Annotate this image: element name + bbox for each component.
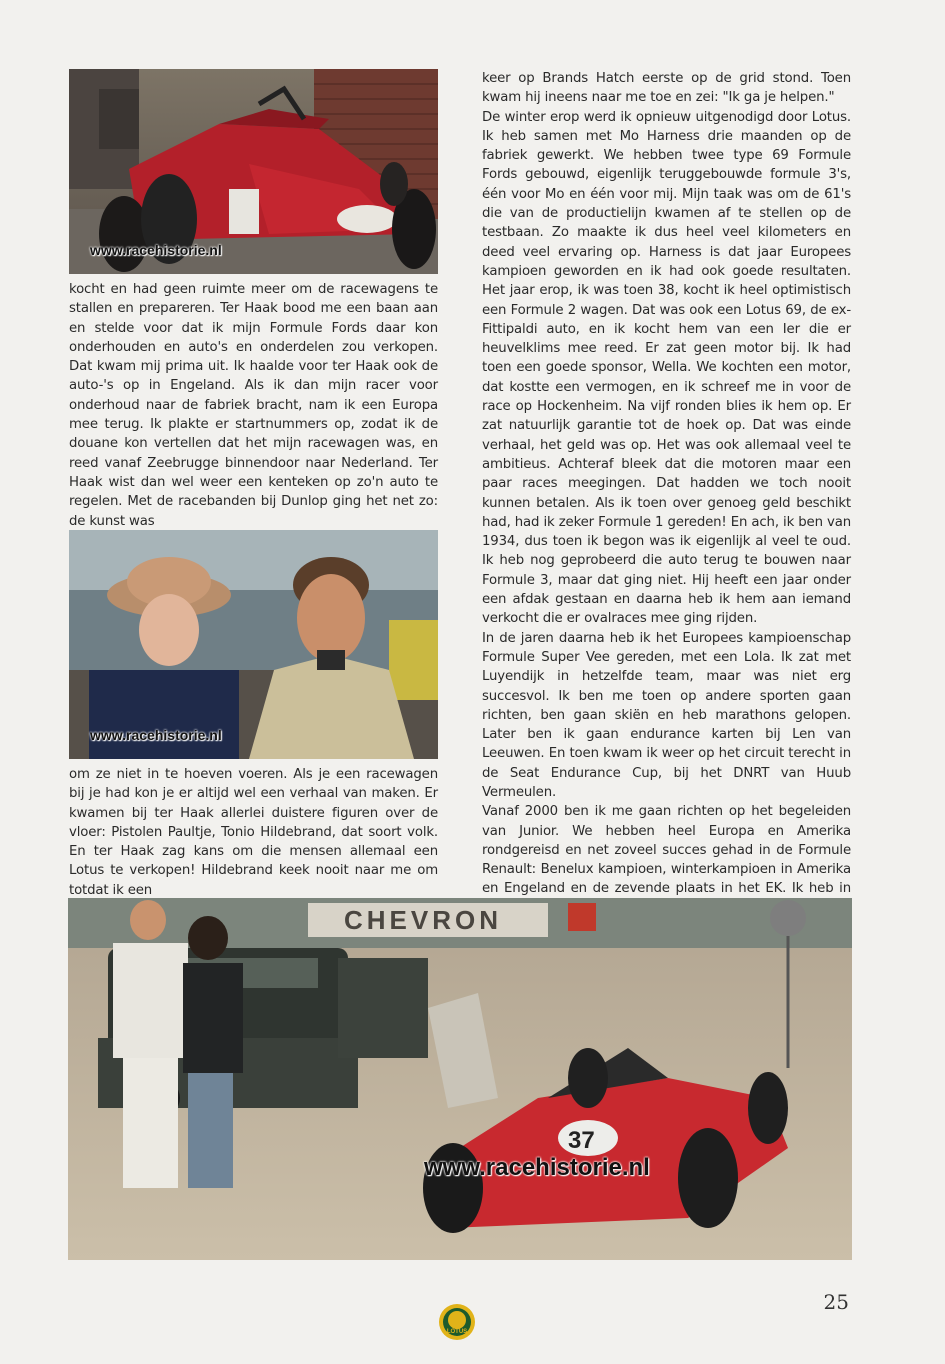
watermark-photo-1: www.racehistorie.nl (90, 242, 222, 258)
left-column-text-bottom (69, 765, 438, 900)
paragraph: om ze niet in te hoeven voeren. Als je een racewagen bij je had kon je er altijd wel een verhaal van maken. Er kwamen bij ter Haak allerlei duistere figuren over de vloer: Pistolen Paultje, Tonio Hildebrand, dat soort volk. En ter Haak zag kans om die mensen allemaal een Lotus te verkopen! Hildebrand keek nooit naar me om totdat ik een (69, 767, 438, 898)
photo-driver-portrait (69, 530, 438, 759)
paragraph: In de jaren daarna heb ik het Europees kampioenschap Formule Super Vee gereden, met een Lola. Ik zat met Luyendijk in hetzelfde team, maar was niet erg succesvol. Ik ben me toen op andere sporten gaan richten, ben gaan skiën en heb marathons gelopen. Later ben ik gaan endurance karten bij Len van Leeuwen. En toen kwam ik weer op het circuit terecht in de Seat Endurance Cup, bij het DNRT van Huub Vermeulen. (482, 630, 851, 800)
watermark-photo-3: www.racehistorie.nl (424, 1154, 650, 1181)
watermark-photo-2: www.racehistorie.nl (90, 727, 222, 743)
car-number-text: 37 (568, 1127, 595, 1154)
paragraph: keer op Brands Hatch eerste op de grid stond. Toen kwam hij ineens naar me toe en zei: "Ik ga je helpen." (482, 71, 851, 106)
paragraph: kocht en had geen ruimte meer om de racewagens te stallen en prepareren. Ter Haak bood me een baan aan en stelde voor dat ik mijn Formule Fords daar kon onderhouden en auto's en onderdelen zou verkopen. Dat kwam mij prima uit. Ik haalde voor ter Haak ook de auto-'s op in Engeland. Als ik dan mijn racer voor onderhoud naar de fabriek bracht, nam ik een Europa mee terug. Ik plakte er startnummers op, zodat ik de douane kon vertellen dat het mijn racewagen was, en reed vanaf Zeebrugge binnendoor naar Nederland. Ter Haak wist dan wel weer een kenteken op zo'n auto te regelen. Met de racebanden bij Dunlop ging het net zo: de kunst was (69, 282, 438, 529)
lotus-logo-icon (438, 1303, 476, 1341)
logo-text: LOTUS (446, 1329, 468, 1335)
page-number: 25 (823, 1290, 849, 1314)
paragraph: Vanaf 2000 ben ik me gaan richten op het begeleiden van Junior. We hebben heel Europa en Amerika rondgereisd en net zoveel succes gehad in de Formule Renault: Benelux kampioen, winterkampioen in Amerika en Engeland en de zevende plaats in het EK. Ik heb in (482, 804, 851, 897)
paragraph: De winter erop werd ik opnieuw uitgenodigd door Lotus. Ik heb samen met Mo Harness drie maanden op de fabriek gewerkt. We hebben twee type 69 Formule Fords gebouwd, eigenlijk teruggebouwde formule 3's, één voor Mo en één voor mij. Mijn taak was om de 61's die van de productielijn kwamen af te stellen op de testbaan. Zo maakte ik dus heel veel kilometers en deed veel ervaring op. Harness is dat jaar Europees kampioen geworden en ik had ook goede resultaten. Het jaar erop, ik was toen 38, kocht ik heel optimistisch een Formule 2 wagen. Dat was ook een Lotus 69, de ex-Fittipaldi auto, en ik kocht hem van een Ier die er heuvelklims mee reed. Er zat geen motor bij. Ik had toen een goede sponsor, Wella. We kochten een motor, dat kostte een vermogen, en ik schreef me in voor de race op Hockenheim. Na vijf ronden blies ik hem op. Er zat natuurlijk garantie tot de hoek op. Dat was einde verhaal, het geld was op. Het was ook allemaal veel te ambitieus. Achteraf bleek dat die motoren maar een paar races meegingen. Dat hadden we toch nooit kunnen betalen. Als ik toen over genoeg geld beschikt had, had ik zeker Formule 1 gereden! En ach, ik ben van 1934, dus toen ik begon was ik eigenlijk al veel te oud. Ik heb nog geprobeerd die auto terug te bouwen naar Formule 3, maar dat ging niet. Hij heeft een jaar onder een afdak gestaan en daarna heb ik hem aan iemand verkocht die er ovalraces mee ging rijden. (482, 109, 851, 627)
left-column-text-top (69, 280, 438, 531)
right-column-text (482, 69, 851, 937)
photo-paddock-chevron (68, 898, 852, 1260)
chevron-sign-text: CHEVRON (344, 905, 503, 935)
